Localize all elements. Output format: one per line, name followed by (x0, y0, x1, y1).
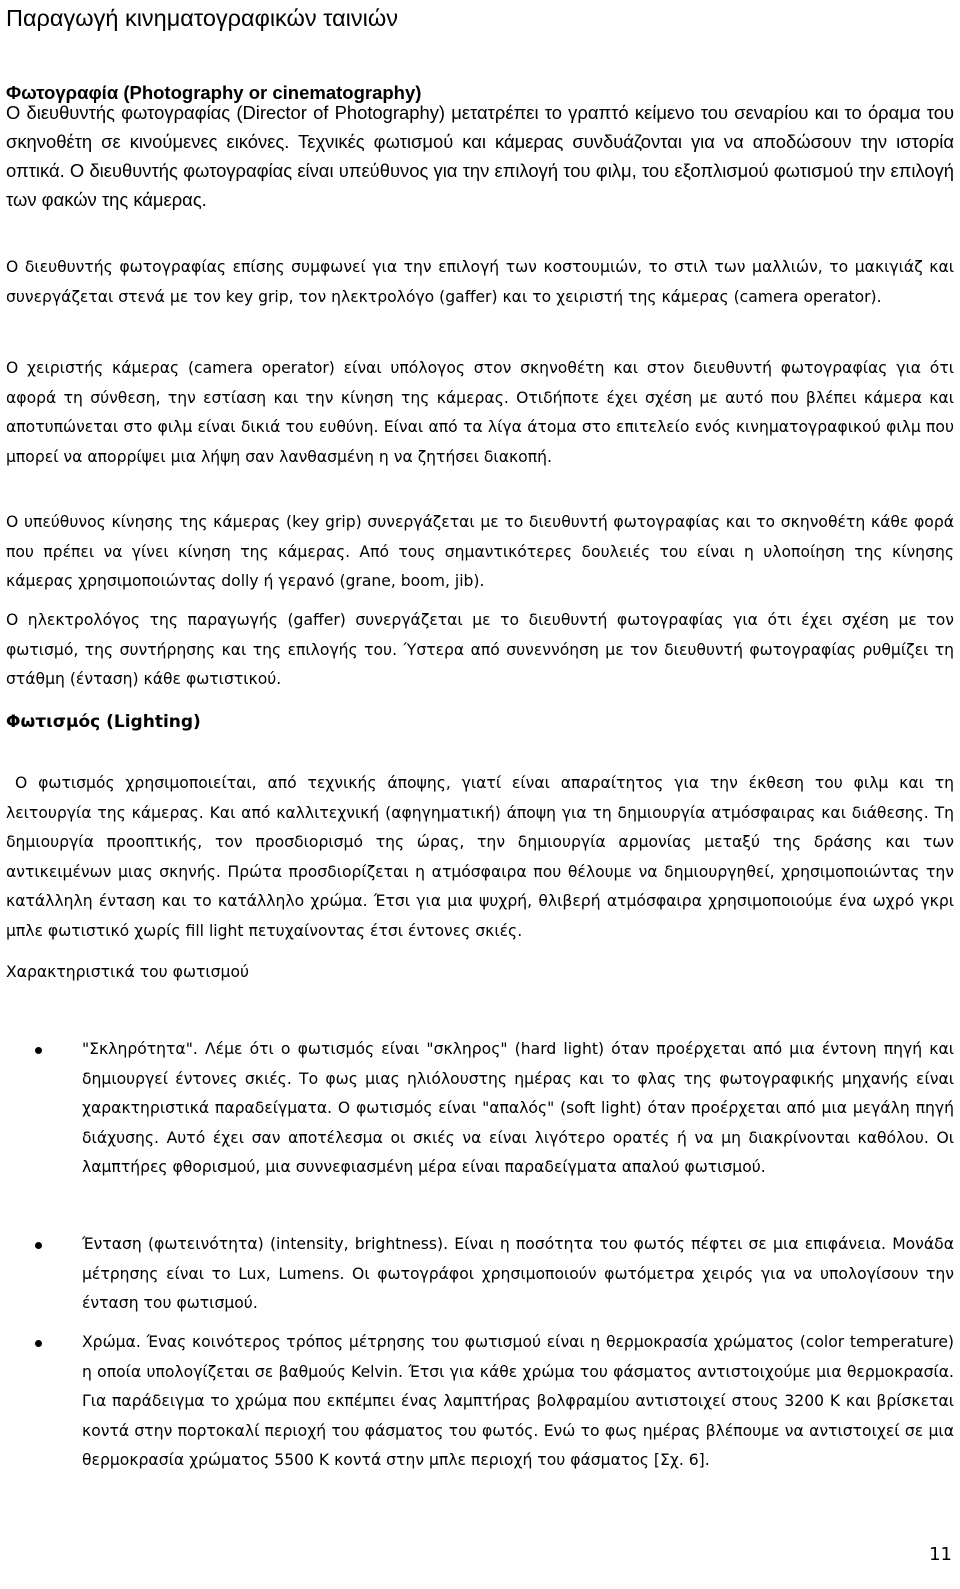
paragraph-dop-collaboration: Ο διευθυντής φωτογραφίας επίσης συμφωνεί για την επιλογή των κοστουμιών, το στιλ των μαλλιών, το μακιγιάζ και συνεργάζεται στενά με τον key grip, τον ηλεκτρολόγο (gaffer) και το χειριστή της κάμερας (camera operator). (6, 258, 954, 306)
bullet-icon (35, 1047, 42, 1054)
page-number: 11 (929, 1544, 952, 1565)
list-item (82, 1230, 954, 1319)
bullet-list-color (82, 1328, 954, 1476)
page-title: Παραγωγή κινηματογραφικών ταινιών (6, 5, 398, 31)
section-heading-lighting: Φωτισμός (Lighting) (6, 712, 201, 732)
list-item-text: Ένταση (φωτεινότητα) (intensity, brightness). Είναι η ποσότητα του φωτός πέφτει σε μια επιφάνεια. Μονάδα μέτρησης είναι το Lux, Lumens. Οι φωτογράφοι χρησιμοποιούν φωτόμετρα χειρός για να υπολογίσουν την ένταση του φωτισμού. (82, 1235, 954, 1312)
paragraph-key-grip: Ο υπεύθυνος κίνησης της κάμερας (key grip) συνεργάζεται με το διευθυντή φωτογραφίας και το σκηνοθέτη κάθε φορά που πρέπει να γίνει κίνηση της κάμερας. Από τους σημαντικότερες δουλειές του είναι η υλοποίηση της κίνησης κάμερας χρησιμοποιώντας dolly ή γερανό (grane, boom, jib). (6, 513, 954, 591)
bullet-icon (35, 1242, 42, 1249)
paragraph-camera-operator: Ο χειριστής κάμερας (camera operator) είναι υπόλογος στον σκηνοθέτη και στον διευθυντή φωτογραφίας για ότι αφορά τη σύνθεση, την εστίαση και την κίνηση της κάμερας. Οτιδήποτε έχει σχέση με αυτό που βλέπει κάμερα και αποτυπώνεται στο φιλμ είναι δικιά του ευθύνη. Είναι από τα λίγα άτομα στο επιτελείο ενός κινηματογραφικού φιλμ που μπορεί να απορρίψει μια λήψη σαν λανθασμένη η να ζητήσει διακοπή. (6, 359, 954, 466)
list-item (82, 1035, 954, 1183)
paragraph-director-of-photography: Ο διευθυντής φωτογραφίας (Director of Photography) μετατρέπει το γραπτό κείμενο του σεναρίου και το όραμα του σκηνοθέτη σε κινούμενες εικόνες. Τεχνικές φωτισμού και κάμερας συνδυάζονται για να αποδώσουν την ιστορία οπτικά. Ο διευθυντής φωτογραφίας είναι υπεύθυνος για την επιλογή του φιλμ, του εξοπλισμού φωτισμού την επιλογή των φακών της κάμερας. (6, 102, 954, 210)
paragraph-gaffer: Ο ηλεκτρολόγος της παραγωγής (gaffer) συνεργάζεται με το διευθυντή φωτογραφίας για ότι έχει σχέση με τον φωτισμό, της συντήρησης και της επιλογής του. Ύστερα από συνεννόηση με τον διευθυντή φωτογραφίας ρυθμίζει τη στάθμη (ένταση) κάθε φωτιστικού. (6, 611, 954, 689)
subheading-lighting-characteristics: Χαρακτηριστικά του φωτισμού (6, 963, 250, 981)
bullet-list-hardness (82, 1035, 954, 1183)
list-item (82, 1328, 954, 1476)
paragraph-lighting-intro: Ο φωτισμός χρησιμοποιείται, από τεχνικής άποψης, γιατί είναι απαραίτητος για την έκθεση του φιλμ και τη λειτουργία της κάμερας. Και από καλλιτεχνική (αφηγηματική) άποψη για τη δημιουργία ατμόσφαιρας και διάθεσης. Τη δημιουργία προοπτικής, τον προσδιορισμό της ώρας, την δημιουργία αρμονίας μεταξύ της δράσης και των αντικειμένων μιας σκηνής. Πρώτα προσδιορίζεται η ατμόσφαιρα που θέλουμε να δημιουργηθεί, χρησιμοποιώντας την κατάλληλη ένταση και το κατάλληλο χρώμα. Έτσι για μια ψυχρή, θλιβερή ατμόσφαιρα χρησιμοποιούμε ένα ωχρό γκρι μπλε φωτιστικό χωρίς fill light πετυχαίνοντας έτσι έντονες σκιές. (6, 774, 954, 940)
bullet-list-intensity (82, 1230, 954, 1319)
bullet-icon (35, 1340, 42, 1347)
section-heading-photography: Φωτογραφία (Photography or cinematography) (6, 82, 422, 103)
list-item-text: Χρώμα. Ένας κοινότερος τρόπος μέτρησης του φωτισμού είναι η θερμοκρασία χρώματος (color temperature) η οποία υπολογίζεται σε βαθμούς Kelvin. Έτσι για κάθε χρώμα του φάσματος αντιστοιχούμε μια θερμοκρασία. Για παράδειγμα το χρώμα που εκπέμπει ένας λαμπτήρας βολφραμίου αντιστοιχεί στους 3200 K και βρίσκεται κοντά στην πορτοκαλί περιοχή του φάσματος του φωτός. Ενώ το φως ημέρας βλέπουμε να αντιστοιχεί σε μια θερμοκρασία χρώματος 5500 K κοντά στην μπλε περιοχή του φάσματος [Σχ. 6]. (82, 1333, 954, 1469)
list-item-text: "Σκληρότητα". Λέμε ότι ο φωτισμός είναι "σκληρος" (hard light) όταν προέρχεται από μια έντονη πηγή και δημιουργεί έντονες σκιές. Το φως μιας ηλιόλουστης ημέρας και το φλας της φωτογραφικής μηχανής είναι χαρακτηριστικά παραδείγματα. Ο φωτισμός είναι "απαλός" (soft light) όταν προέρχεται από μια μεγάλη πηγή διάχυσης. Αυτό έχει σαν αποτέλεσμα οι σκιές να είναι λιγότερο ορατές ή να μη διακρίνονται καθόλου. Οι λαμπτήρες φθορισμού, μια συννεφιασμένη μέρα είναι παραδείγματα απαλού φωτισμού. (82, 1040, 954, 1176)
